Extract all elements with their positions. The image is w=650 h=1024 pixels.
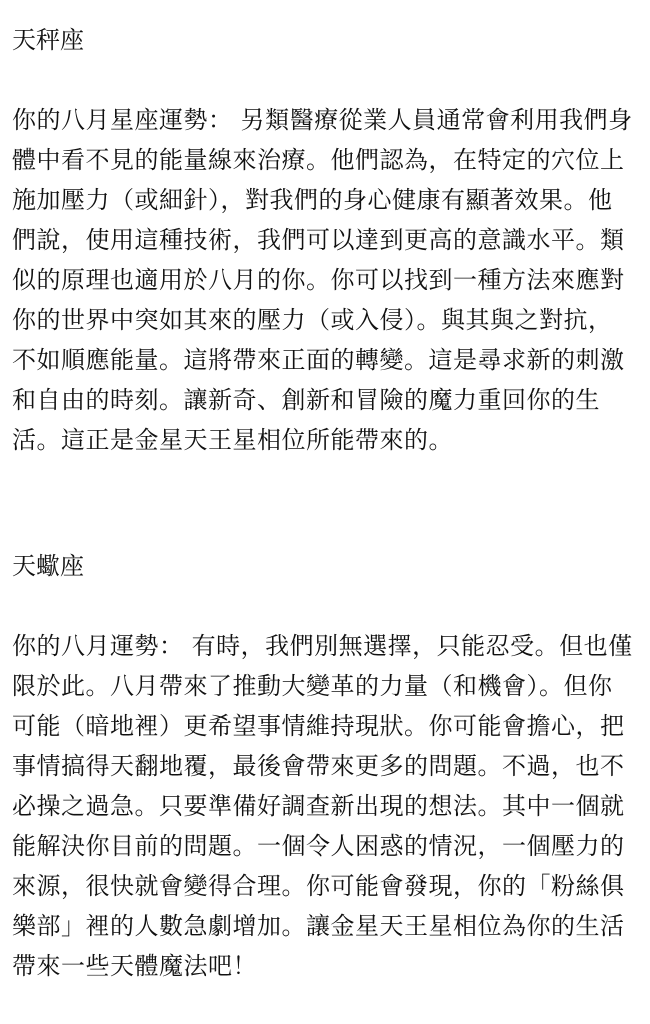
text-line: 不如順應能量。這將帶來正面的轉變。這是尋求新的刺激 bbox=[12, 346, 625, 374]
text-line: 你的世界中突如其來的壓力（或入侵）。與其與之對抗， bbox=[12, 306, 613, 334]
text-line: 體中看不見的能量線來治療。他們認為，在特定的穴位上 bbox=[12, 146, 625, 174]
horoscope-article bbox=[12, 20, 642, 986]
text-line: 必操之過急。只要準備好調查新出現的想法。其中一個就 bbox=[12, 792, 625, 820]
text-line: 們說，使用這種技術，我們可以達到更高的意識水平。類 bbox=[12, 226, 625, 254]
scorpio-section bbox=[12, 546, 642, 986]
scorpio-horoscope-text bbox=[12, 626, 642, 986]
text-line: 和自由的時刻。讓新奇、創新和冒險的魔力重回你的生 bbox=[12, 386, 600, 414]
text-line: 限於此。八月帶來了推動大變革的力量（和機會）。但你 bbox=[12, 672, 613, 700]
libra-section bbox=[12, 20, 642, 460]
text-line: 樂部」裡的人數急劇增加。讓金星天王星相位為你的生活 bbox=[12, 912, 625, 940]
text-line: 你的八月星座運勢： 另類醫療從業人員通常會利用我們身 bbox=[12, 106, 633, 134]
section-title-scorpio: 天蠍座 bbox=[12, 552, 84, 580]
text-line: 來源，很快就會變得合理。你可能會發現，你的「粉絲俱 bbox=[12, 872, 625, 900]
libra-horoscope-text bbox=[12, 100, 642, 460]
text-line: 你的八月運勢： 有時，我們別無選擇，只能忍受。但也僅 bbox=[12, 632, 633, 660]
text-line: 帶來一些天體魔法吧！ bbox=[12, 952, 257, 980]
text-line: 事情搞得天翻地覆，最後會帶來更多的問題。不過，也不 bbox=[12, 752, 625, 780]
text-line: 施加壓力（或細針），對我們的身心健康有顯著效果。他 bbox=[12, 186, 613, 214]
text-line: 活。這正是金星天王星相位所能帶來的。 bbox=[12, 426, 453, 454]
text-line: 能解決你目前的問題。一個令人困惑的情況，一個壓力的 bbox=[12, 832, 625, 860]
section-title-libra: 天秤座 bbox=[12, 26, 84, 54]
text-line: 似的原理也適用於八月的你。你可以找到一種方法來應對 bbox=[12, 266, 625, 294]
text-line: 可能（暗地裡）更希望事情維持現狀。你可能會擔心，把 bbox=[12, 712, 625, 740]
